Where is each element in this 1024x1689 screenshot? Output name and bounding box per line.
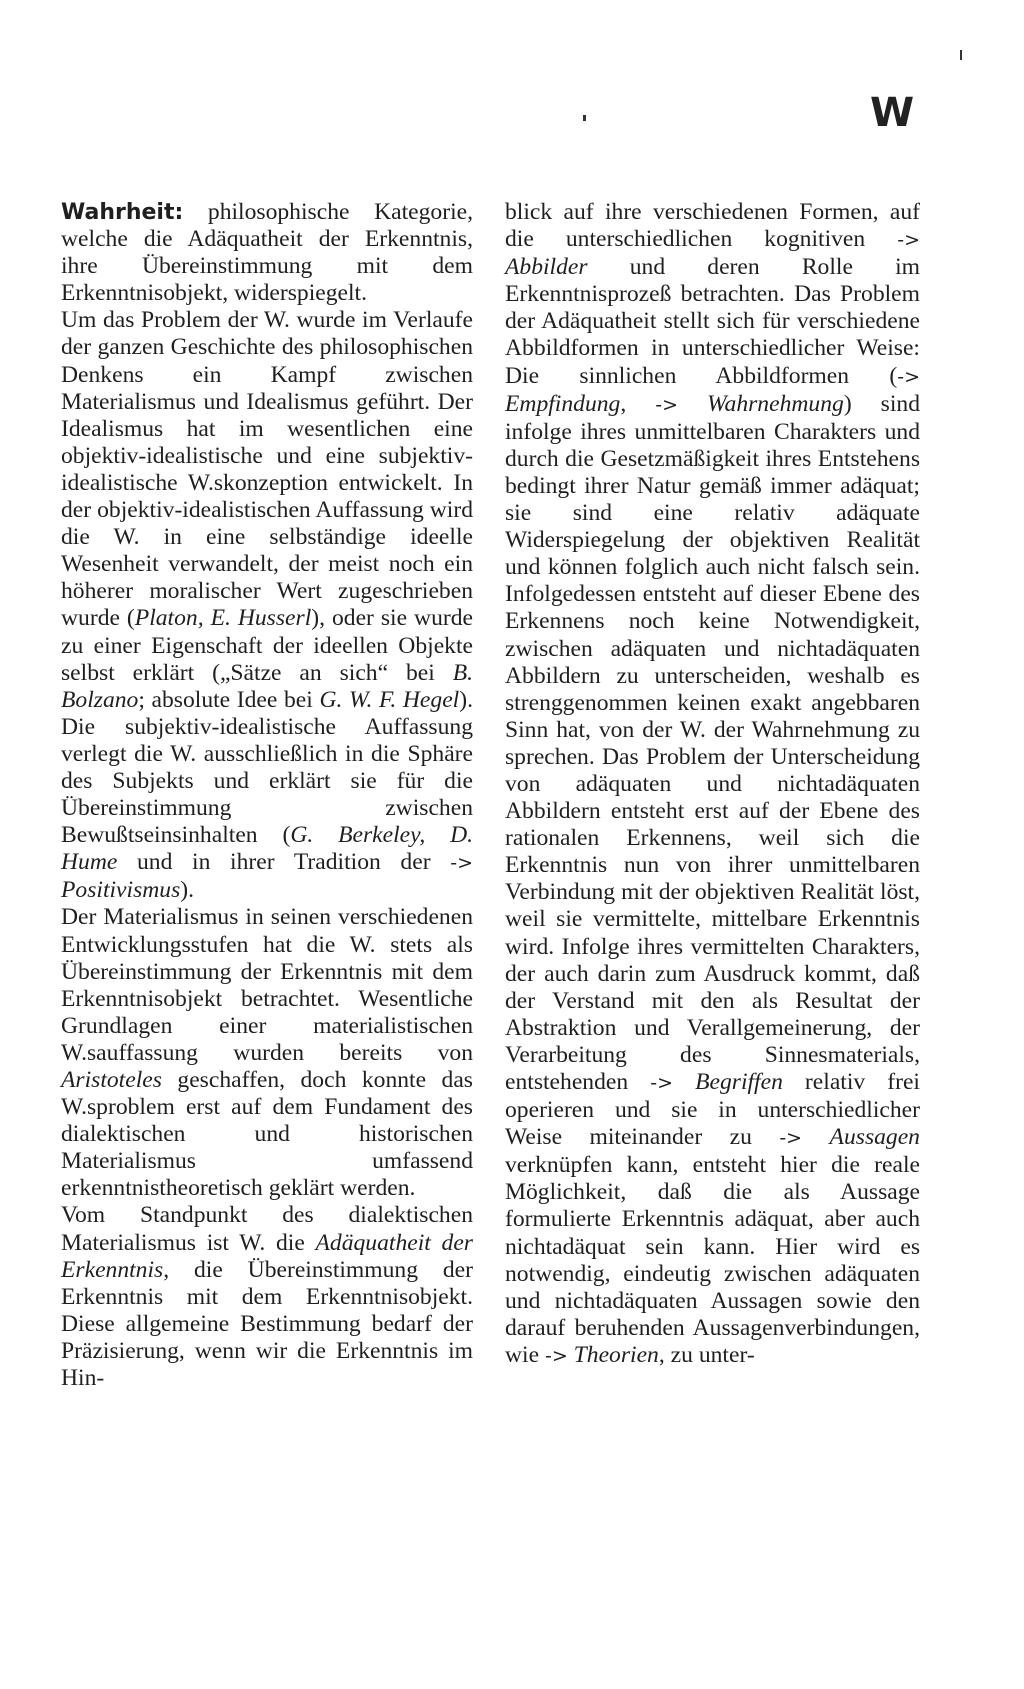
cross-reference-arrow: -> <box>450 852 473 875</box>
text-run: Vom Standpunkt des dialektischen Materialismus ist W. die <box>61 1202 473 1256</box>
text-run: relativ frei operieren und sie in unterschiedlicher Weise miteinander zu <box>505 1069 920 1151</box>
dialectical-materialism-paragraph <box>61 1202 473 1392</box>
text-run: ). Die subjektiv-idealistische Auffassung verlegt die W. ausschließlich in die Sphäre des Subjekts und erklärt sie für die Übereinstimmung zwischen Bewußtseinsinhalten ( <box>61 686 473 849</box>
cross-reference-term: Empfindung <box>505 390 621 417</box>
materialism-paragraph <box>61 904 473 1202</box>
text-run: ). <box>180 877 195 904</box>
text-run: Der Materialismus in seinen verschiedenen Entwicklungsstufen hat die W. stets als Übereinstimmung der Erkenntnis mit dem Erkenntnisobjekt betrachtet. Wesentliche Grundlagen einer materialistischen W.sauffassung wurden bereits von <box>61 904 473 1066</box>
text-run: und in ihrer Tradition der <box>117 849 451 876</box>
cross-reference-arrow: -> <box>544 1344 568 1367</box>
cross-reference-arrow: -> <box>897 229 920 252</box>
cross-reference-term: Theorien <box>573 1341 659 1368</box>
text-run: verknüpfen kann, entsteht hier die reale Möglichkeit, daß die als Aussage formulierte Erkenntnis adäquat, aber auch nichtadäquat sein kann. Hier wird es notwendig, eindeutig zwischen adäquaten und nichtadäquaten Aussagen sowie den darauf beruhenden Aussagenverbindungen, wie <box>505 1152 920 1368</box>
page-section-letter: W <box>870 90 915 136</box>
continued-paragraph <box>505 199 920 1370</box>
text-run: ), oder sie wurde zu einer Eigenschaft der ideellen Objekte selbst erklärt („Sätze an sich“ bei <box>61 605 474 686</box>
cross-reference-term: Begriffen <box>695 1069 783 1095</box>
author-reference: Platon, E. Husserl <box>134 605 312 632</box>
author-reference: Aristoteles <box>61 1067 162 1093</box>
text-run: , <box>620 390 656 417</box>
cross-reference-arrow: -> <box>650 1072 674 1094</box>
cross-reference-term: Positivismus <box>61 877 181 904</box>
right-text-column <box>505 199 920 1370</box>
cross-reference-term: Aussagen <box>829 1124 920 1151</box>
text-run: und deren Rolle im Erkenntnisprozeß betrachten. Das Problem der Adäquatheit stellt sich für verschiedene Abbildformen in unterschiedlicher Weise: Die sinnlichen Abbildformen ( <box>505 254 920 389</box>
definition-text: philosophische Kategorie, welche die Adäquatheit der Erkenntnis, ihre Übereinstimmung mit dem Erkenntnisobjekt, widerspiegelt. <box>61 199 473 307</box>
cross-reference-arrow: -> <box>655 393 679 416</box>
emphasized-term: Adäquatheit der Erkenntnis <box>61 1229 473 1283</box>
author-reference: G. W. F. Hegel <box>319 686 460 713</box>
author-reference: G. Berkeley, D. Hume <box>61 822 474 876</box>
entry-definition-paragraph <box>61 199 473 307</box>
idealism-paragraph <box>61 307 473 904</box>
cross-reference-term: Wahrnehmung <box>707 390 844 417</box>
cross-reference-arrow: -> <box>779 1127 803 1150</box>
scan-speck <box>960 50 962 60</box>
text-run: Um das Problem der W. wurde im Verlaufe der ganzen Geschichte des philosophischen Denkens ein Kampf zwischen Materialismus und Idealismus geführt. Der Idealismus hat im wesentlichen eine objektiv-idealistische und eine subjektiv-idealistische W.skonzeption entwickelt. In der objektiv-idealistischen Auffassung wird die W. in eine selbständige ideelle Wesenheit verwandelt, der meist noch ein höherer moralischer Wert zugeschrieben wurde ( <box>61 307 473 632</box>
cross-reference-term: Abbilder <box>505 254 588 281</box>
cross-reference-arrow: -> <box>897 365 920 388</box>
entry-lemma: Wahrheit: <box>61 200 184 225</box>
text-run: ) sind infolge ihres unmittelbaren Charakters und durch die Gesetzmäßigkeit ihres Entstehens bedingt ihrer Natur gemäß immer adäquat; sie sind eine relativ adäquate Widerspiegelung der objektiven Realität und können folglich auch nicht falsch sein. Infolgedessen entsteht auf dieser Ebene des Erkennens noch keine Notwendigkeit, zwischen adäquaten und nichtadäquaten Abbildern zu unterscheiden, weshalb es strenggenommen keinen exakt angebbaren Sinn hat, von der W. der Wahrnehmung zu sprechen. Das Problem der Unterscheidung von adäquaten und nichtadäquaten Abbildern entsteht erst auf der Ebene des rationalen Erkennens, weil sich die Erkenntnis nun von ihrer unmittelbaren Verbindung mit der objektiven Realität löst, weil sie vermittelte, mittelbare Erkenntnis wird. Infolge ihres vermittelten Charakters, der auch darin zum Ausdruck kommt, daß der Verstand mit den als Resultat der Abstraktion und Verallgemeinerung, der Verarbeitung des Sinnesmaterials, entstehenden <box>505 390 921 1095</box>
text-run: , zu unter- <box>658 1341 755 1368</box>
left-text-column <box>61 199 473 1392</box>
text-run: geschaffen, doch konnte das W.sproblem erst auf dem Fundament des dialektischen und historischen Materialismus umfassend erkenntnistheoretisch geklärt werden. <box>61 1067 473 1202</box>
scan-speck <box>583 115 586 121</box>
text-run: blick auf ihre verschiedenen Formen, auf die unterschiedlichen kognitiven <box>505 199 920 253</box>
text-run: ; absolute Idee bei <box>138 686 320 713</box>
author-reference: B. Bolzano <box>61 659 473 713</box>
text-run: , die Übereinstimmung der Erkenntnis mit dem Erkenntnisobjekt. Diese allgemeine Bestimmung bedarf der Präzisierung, wenn wir die Erkenntnis im Hin- <box>61 1256 473 1392</box>
